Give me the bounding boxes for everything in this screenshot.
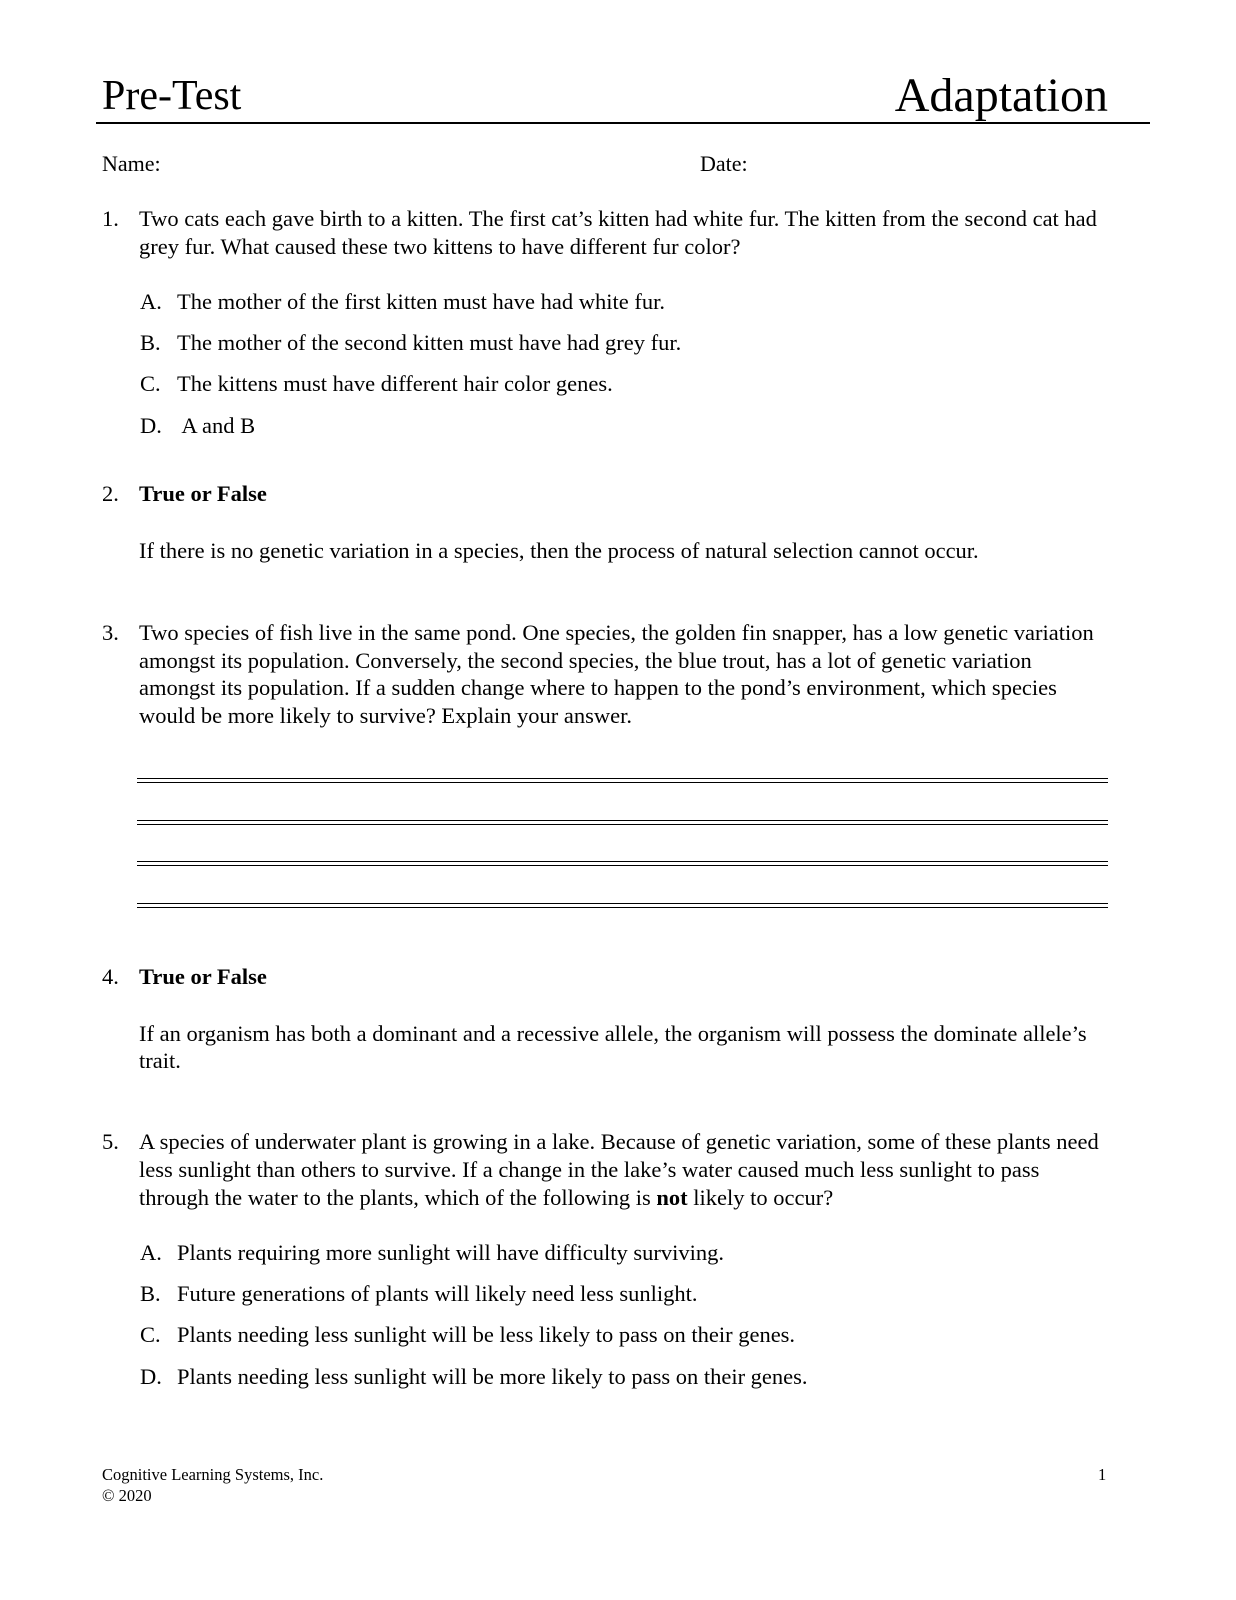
answer-line[interactable]	[137, 778, 1108, 783]
page-number: 1	[1098, 1465, 1107, 1484]
option-text: The mother of the second kitten must have had grey fur.	[177, 330, 682, 355]
footer-company: Cognitive Learning Systems, Inc.	[102, 1465, 324, 1484]
true-false-heading: True or False	[139, 964, 267, 989]
answer-line[interactable]	[137, 861, 1108, 866]
question-statement: If an organism has both a dominant and a recessive allele, the organism will possess the dominate allele’s trait.	[139, 1021, 1087, 1073]
option-letter: D.	[140, 1364, 162, 1389]
option-text: A and B	[177, 413, 256, 438]
question-text	[139, 1128, 1112, 1212]
option-letter: C.	[140, 1322, 161, 1347]
option-text: Plants needing less sunlight will be less likely to pass on their genes.	[177, 1322, 796, 1347]
question-4	[102, 963, 1112, 1074]
footer-copyright: © 2020	[102, 1486, 152, 1505]
question-text-part: likely to occur?	[687, 1185, 834, 1210]
option-d[interactable]	[140, 412, 255, 440]
option-b[interactable]	[140, 1280, 698, 1308]
question-text-part: A species of underwater plant is growing in a lake. Because of genetic variation, some of these plants need less sunlight than others to survive. If a change in the lake’s water caused much less sunlight to pass through the water to the plants, which of the following is	[139, 1129, 1099, 1210]
option-c[interactable]	[140, 370, 613, 398]
answer-line[interactable]	[137, 903, 1108, 908]
name-label: Name:	[102, 151, 161, 176]
option-letter: A.	[140, 289, 162, 314]
question-number: 4.	[102, 964, 119, 989]
question-number: 5.	[102, 1129, 119, 1154]
option-c[interactable]	[140, 1321, 795, 1349]
option-d[interactable]	[140, 1363, 808, 1391]
option-letter: C.	[140, 371, 161, 396]
emphasis-not: not	[656, 1185, 688, 1210]
question-2	[102, 480, 1112, 565]
option-letter: D.	[140, 413, 162, 438]
option-text: Plants needing less sunlight will be more likely to pass on their genes.	[177, 1364, 808, 1389]
option-text: The kittens must have different hair color genes.	[177, 371, 613, 396]
date-label: Date:	[700, 151, 748, 176]
option-a[interactable]	[140, 288, 665, 316]
header-rule	[96, 122, 1150, 124]
option-letter: B.	[140, 330, 161, 355]
option-letter: A.	[140, 1240, 162, 1265]
topic-title: Adaptation	[894, 69, 1108, 122]
true-false-heading: True or False	[139, 481, 267, 506]
question-number: 3.	[102, 620, 119, 645]
question-number: 2.	[102, 481, 119, 506]
answer-line[interactable]	[137, 820, 1108, 825]
question-text: Two species of fish live in the same pond. One species, the golden fin snapper, has a low genetic variation amongst its population. Conversely, the second species, the blue trout, has a lot of genetic variation amongst its population. If a sudden change where to happen to the pond’s environment, which species would be more likely to survive? Explain your answer.	[139, 620, 1094, 728]
question-statement: If there is no genetic variation in a species, then the process of natural selection cannot occur.	[139, 538, 979, 563]
option-letter: B.	[140, 1281, 161, 1306]
page-title: Pre-Test	[102, 73, 242, 119]
question-number: 1.	[102, 206, 119, 231]
question-3	[102, 619, 1112, 729]
option-b[interactable]	[140, 329, 681, 357]
question-text: Two cats each gave birth to a kitten. The first cat’s kitten had white fur. The kitten from the second cat had grey fur. What caused these two kittens to have different fur color?	[139, 206, 1097, 259]
question-5	[102, 1128, 1112, 1212]
footer	[102, 1464, 323, 1506]
option-a[interactable]	[140, 1239, 724, 1267]
option-text: Plants requiring more sunlight will have difficulty surviving.	[177, 1240, 725, 1265]
option-text: The mother of the first kitten must have had white fur.	[177, 289, 666, 314]
option-text: Future generations of plants will likely need less sunlight.	[177, 1281, 698, 1306]
question-1	[102, 205, 1112, 261]
